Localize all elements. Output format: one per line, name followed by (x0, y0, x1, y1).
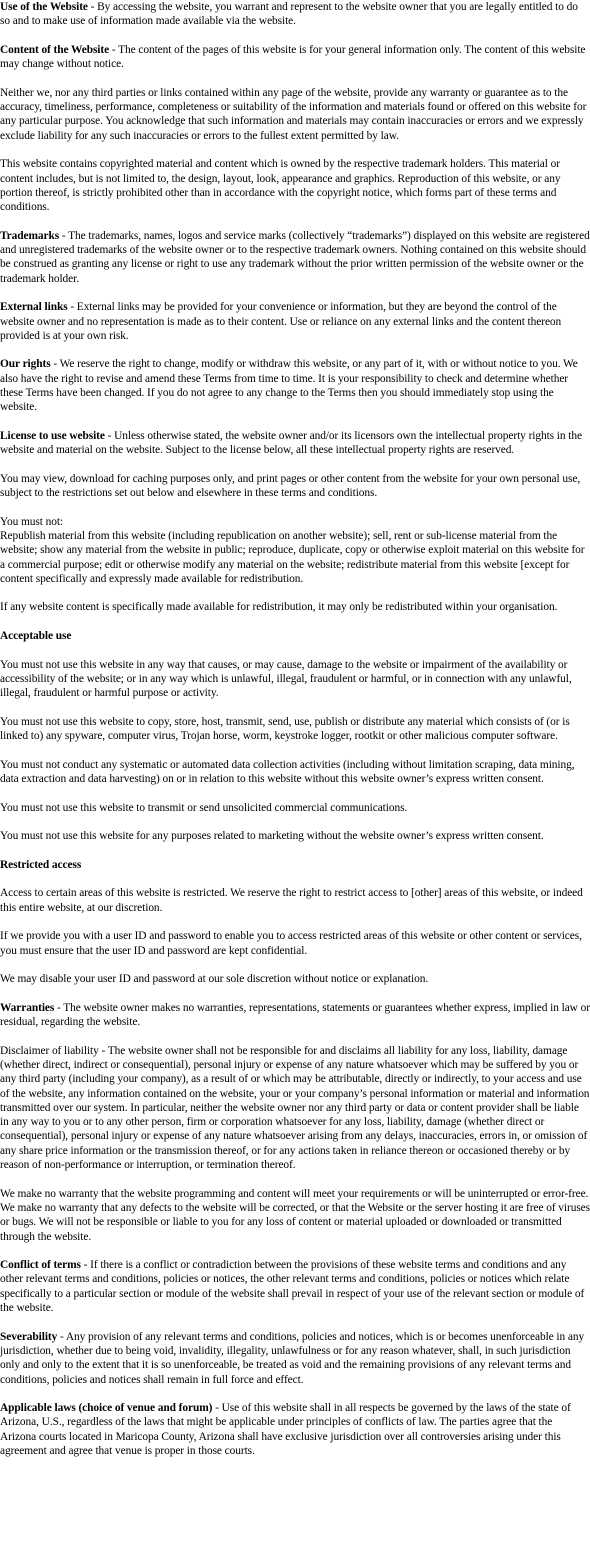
paragraph-text: You must not use this website for any purposes related to marketing without the website owner’s express written consent. (0, 830, 544, 843)
paragraph-text: - Any provision of any relevant terms and conditions, policies and notices, which is or becomes unenforceable in any jurisdiction, whether due to being void, invalidity, illegality, unlawfulness or for any reason whatever, shall, in such jurisdiction only and only to the extent that it is so unenforceable, be treated as void and the remaining provisions of any relevant terms and conditions, policies and notices shall remain in full force and effect. (0, 1330, 585, 1386)
paragraph-restricted-access-heading (0, 858, 590, 872)
heading-external-links: External links (0, 301, 68, 314)
paragraph-use-of-website (0, 0, 590, 29)
heading-acceptable-use: Acceptable use (0, 630, 72, 643)
paragraph-text: You must not use this website in any way that causes, or may cause, damage to the website or impairment of the availability or accessibility of the website; or in any way which is unlawful, illegal, fraudulent or harmful, or in connection with any unlawful, illegal, fraudulent or harmful purpose or activity. (0, 658, 572, 700)
paragraph-text: You may view, download for caching purposes only, and print pages or other content from the website for your own personal use, subject to the restrictions set out below and elsewhere in these terms and conditions. (0, 472, 581, 500)
paragraph-text: Neither we, nor any third parties or links contained within any page of the website, provide any warranty or guarantee as to the accuracy, timeliness, performance, completeness or suitability of the information and materials found or offered on this website for any particular purpose. You acknowledge that such information and materials may contain inaccuracies or errors and we expressly exclude liability for any such inaccuracies or errors to the fullest extent permitted by law. (0, 86, 587, 142)
paragraph-must-not-list (0, 515, 590, 586)
paragraph-no-warranty (0, 86, 590, 143)
paragraph-warranties (0, 1001, 590, 1030)
paragraph-text: You must not: (0, 515, 64, 528)
paragraph-acceptable-use-3 (0, 758, 590, 787)
paragraph-text: If any website content is specifically made available for redistribution, it may only be redistributed within your organisation. (0, 601, 558, 614)
paragraph-acceptable-use-1 (0, 658, 590, 701)
heading-severability: Severability (0, 1330, 58, 1343)
paragraph-text: - By accessing the website, you warrant and represent to the website owner that you are legally entitled to do so and to make use of information made available via the website. (0, 1, 578, 28)
paragraph-text: This website contains copyrighted material and content which is owned by the respective trademark holders. This material or content includes, but is not limited to, the design, layout, look, appearance and graphics. Reproduction of this website, or any portion thereof, is strictly prohibited other than in accordance with the copyright notice, which forms part of these terms and conditions. (0, 158, 561, 214)
paragraph-disclaimer (0, 1044, 590, 1173)
paragraph-text: You must not use this website to copy, store, host, transmit, send, use, publish or distribute any material which consists of (or is linked to) any spyware, computer virus, Trojan horse, worm, keystroke logger, rootkit or other malicious computer software. (0, 715, 570, 743)
paragraph-text: Disclaimer of liability - The website owner shall not be responsible for and disclaims all liability for any loss, liability, damage (whether direct, indirect or consequential), personal injury or expense of any nature whatsoever which may be suffered by you or any third party (including your company), as a result of or which may be attributable, directly or indirectly, to your access and use of the website, any information contained on the website, your or your company’s personal information or material and information transmitted over our system. In particular, neither the website owner nor any third party or data or content provider shall be liable in any way to you or to any other person, firm or corporation whatsoever for any loss, liability, damage (whether direct or consequential), personal injury or expense of any nature whatsoever arising from any delays, inaccuracies, errors in, or omission of any share price information or the transmission thereof, or for any actions taken in reliance thereon or occasioned thereby or by reason of non-performance or interruption, or termination thereof. (0, 1044, 590, 1172)
heading-use-of-website: Use of the Website (0, 1, 88, 13)
paragraph-severability (0, 1330, 590, 1387)
heading-warranties: Warranties (0, 1001, 55, 1014)
paragraph-content-of-website (0, 43, 590, 72)
paragraph-text: - The content of the pages of this website is for your general information only. The content of this website may change without notice. (0, 43, 586, 71)
paragraph-copyright (0, 157, 590, 214)
paragraph-our-rights (0, 357, 590, 414)
paragraph-text: - The website owner makes no warranties, representations, statements or guarantees whether express, implied in law or residual, regarding the website. (0, 1001, 590, 1029)
paragraph-text: We make no warranty that the website programming and content will meet your requirements or will be uninterrupted or error-free. We make no warranty that any defects to the website will be corrected, or that the Website or the server hosting it are free of viruses or bugs. We will not be responsible or liable to you for any loss of content or material uploaded or downloaded or transmitted through the website. (0, 1187, 590, 1243)
paragraph-trademarks (0, 229, 590, 286)
paragraph-text: - Use of this website shall in all respects be governed by the laws of the state of Arizona, U.S., regardless of the laws that might be applicable under principles of conflicts of law. The parties agree that the Arizona courts located in Maricopa County, Arizona shall have exclusive jurisdiction over all controversies arising under this agreement and agree that venue is proper in those courts. (0, 1402, 571, 1457)
heading-license: License to use website (0, 429, 105, 442)
paragraph-text: - External links may be provided for your convenience or information, but they are beyond the control of the website owner and no representation is made as to their content. Use or reliance on any external links and the content thereon provided is at your own risk. (0, 301, 562, 342)
paragraph-text: - The trademarks, names, logos and service marks (collectively “trademarks”) displayed on this website are registered and unregistered trademarks of the website owner or to the respective trademark owners. Nothing contained on this website should be construed as granting any license or right to use any trademark without the prior written permission of the website owner or the trademark holder. (0, 229, 590, 285)
paragraph-redistribution (0, 600, 590, 614)
paragraph-text: You must not conduct any systematic or automated data collection activities (including without limitation scraping, data mining, data extraction and data harvesting) on or in relation to this website without this website owner’s express written consent. (0, 758, 575, 786)
heading-content-of-website: Content of the Website (0, 43, 110, 56)
heading-conflict-of-terms: Conflict of terms (0, 1259, 81, 1272)
paragraph-may-view (0, 472, 590, 501)
heading-trademarks: Trademarks (0, 229, 60, 242)
heading-restricted-access: Restricted access (0, 858, 82, 871)
paragraph-conflict-of-terms (0, 1258, 590, 1315)
paragraph-acceptable-use-4 (0, 801, 590, 815)
paragraph-text: - Unless otherwise stated, the website owner and/or its licensors own the intellectual property rights in the website and material on the website. Subject to the license below, all these intellectual property rights are reserved. (0, 429, 582, 457)
paragraph-text: - We reserve the right to change, modify or withdraw this website, or any part of it, with or without notice to you. We also have the right to revise and amend these Terms from time to time. It is your responsibility to check and determine whether these Terms have been changed. If you do not agree to any change to the Terms then you should immediately stop using the website. (0, 358, 578, 414)
paragraph-applicable-laws (0, 1401, 590, 1458)
paragraph-acceptable-use-2 (0, 715, 590, 744)
paragraph-license (0, 429, 590, 458)
heading-applicable-laws: Applicable laws (choice of venue and forum) (0, 1402, 213, 1415)
heading-our-rights: Our rights (0, 358, 51, 371)
paragraph-external-links (0, 300, 590, 343)
paragraph-text: Access to certain areas of this website is restricted. We reserve the right to restrict access to [other] areas of this website, or indeed this entire website, at our discretion. (0, 887, 583, 914)
paragraph-text: - If there is a conflict or contradiction between the provisions of these website terms and conditions and any other relevant terms and conditions, policies or notices, the other relevant terms and conditions, policies or notices which relate specifically to a particular section or module of the website shall prevail in respect of your use of the relevant section or module of the website. (0, 1259, 585, 1315)
paragraph-acceptable-use-5 (0, 829, 590, 843)
paragraph-acceptable-use-heading (0, 629, 590, 643)
paragraph-text: We may disable your user ID and password at our sole discretion without notice or explanation. (0, 973, 429, 986)
paragraph-restricted-1 (0, 886, 590, 915)
paragraph-text: Republish material from this website (including republication on another website); sell, rent or sub-license material from the website; show any material from the website in public; reproduce, duplicate, copy or otherwise exploit material on this website for a commercial purpose; edit or otherwise modify any material on the website; redistribute material from this website [except for content specifically and expressly made available for redistribution. (0, 529, 585, 585)
paragraph-text: You must not use this website to transmit or send unsolicited commercial communications. (0, 801, 408, 814)
paragraph-no-warranty-programming (0, 1187, 590, 1244)
paragraph-restricted-3 (0, 972, 590, 986)
paragraph-text: If we provide you with a user ID and password to enable you to access restricted areas of this website or other content or services, you must ensure that the user ID and password are kept confidential. (0, 930, 582, 957)
paragraph-restricted-2 (0, 929, 590, 958)
